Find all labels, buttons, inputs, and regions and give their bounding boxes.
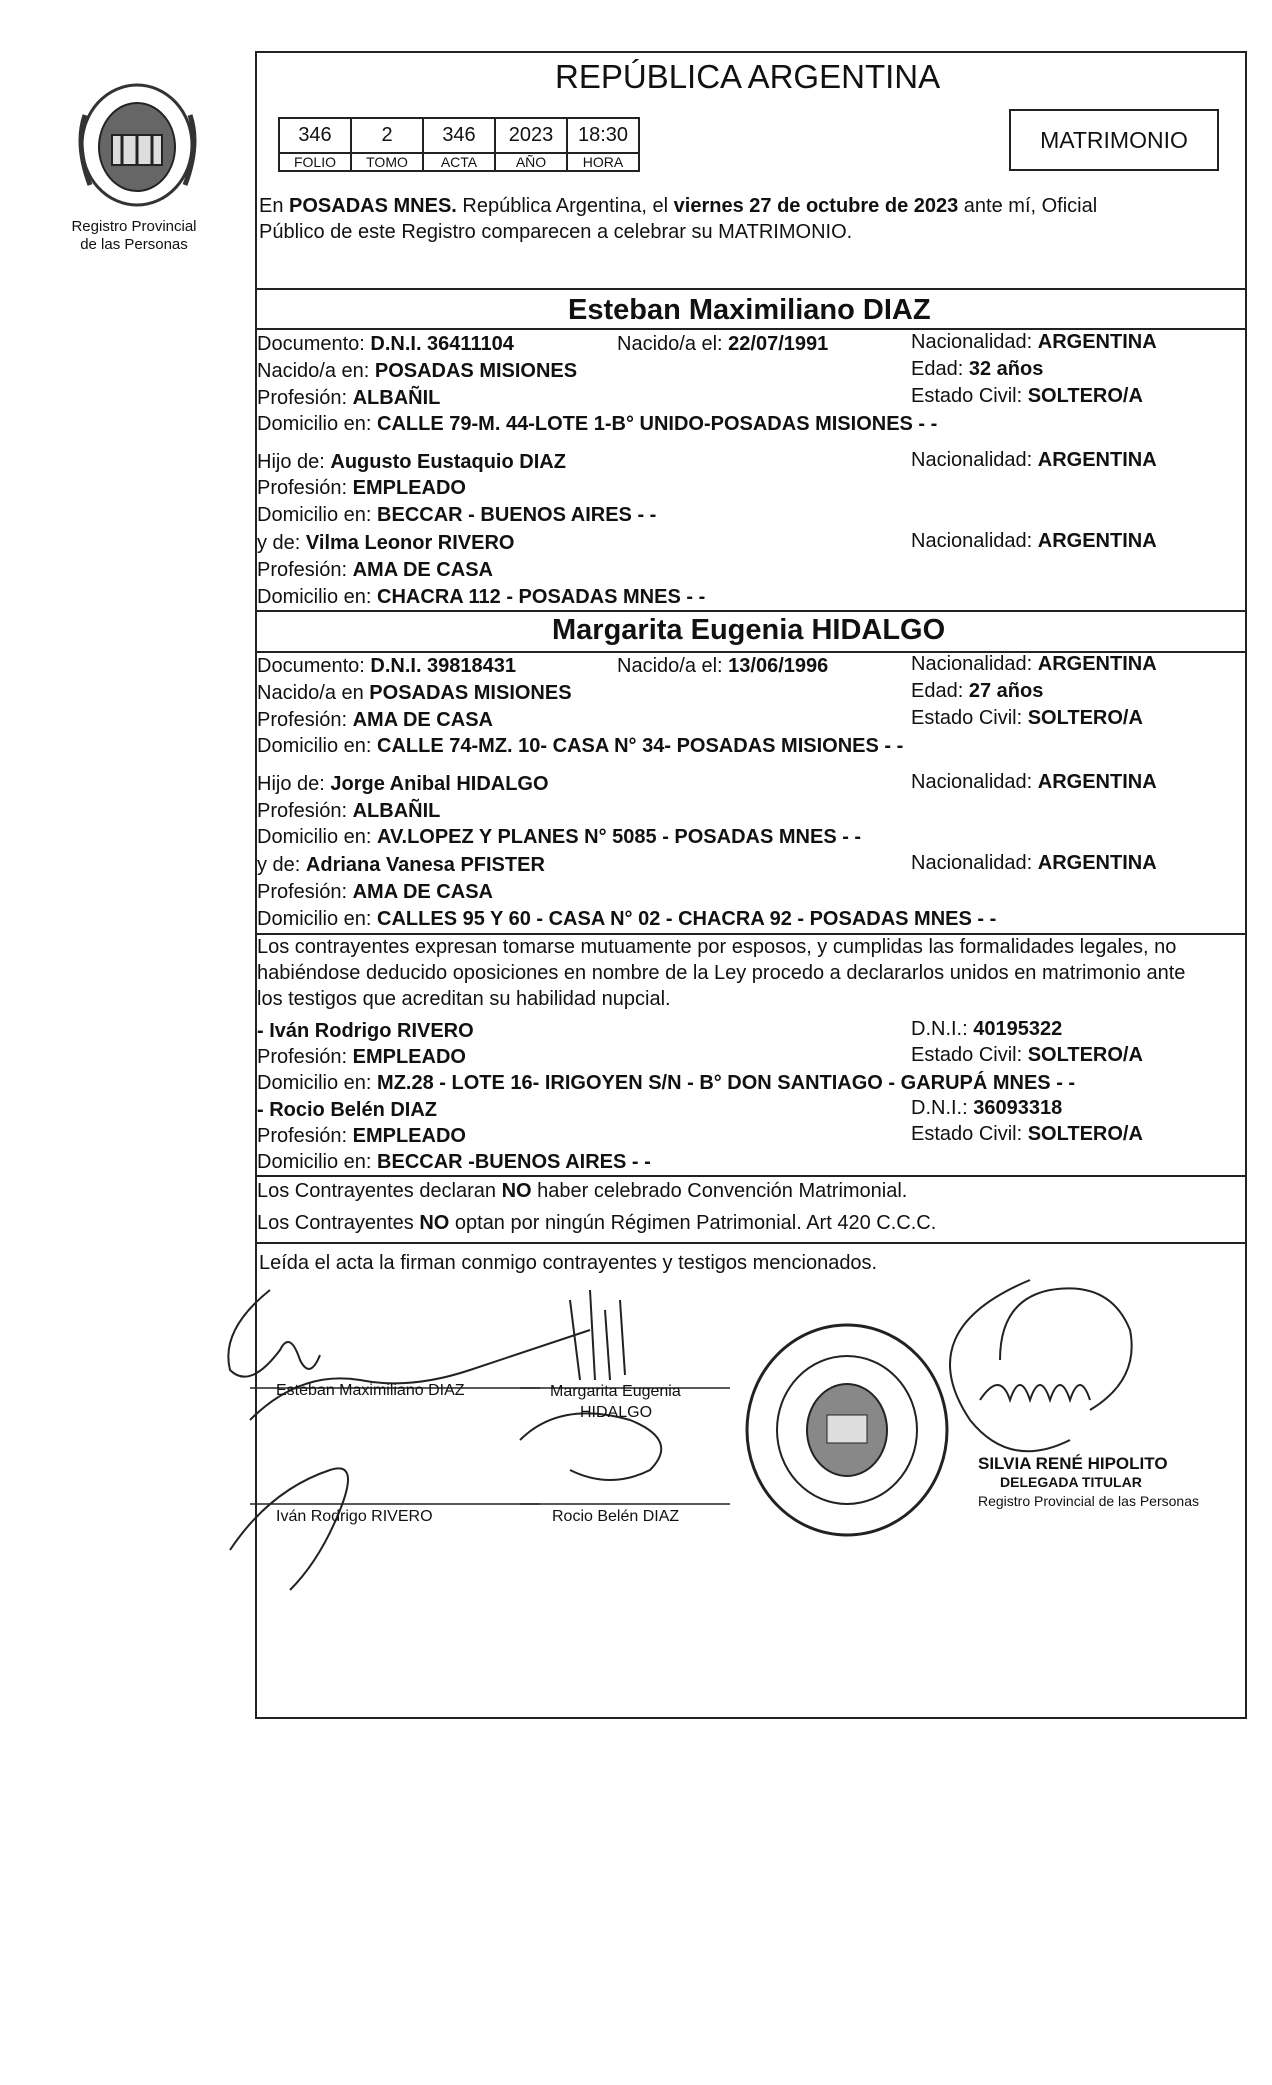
- groom-father: Hijo de: Augusto Eustaquio DIAZ: [257, 451, 566, 473]
- bride-born-place: Nacido/a en POSADAS MISIONES: [257, 682, 572, 704]
- signature-bride-label-1: Margarita Eugenia: [550, 1383, 681, 1400]
- signature-scribbles: [210, 1270, 1230, 1610]
- tomo-value: 2: [351, 118, 423, 153]
- hora-value: 18:30: [567, 118, 639, 153]
- signature-witness2-label: Rocio Belén DIAZ: [552, 1508, 680, 1525]
- signature-witness1-label: Iván Rodrigo RIVERO: [276, 1508, 433, 1525]
- witness1-dni: D.N.I.: 40195322: [911, 1018, 1063, 1040]
- declaration-line-1: Los contrayentes expresan tomarse mutuamente por esposos, y cumplidas las formalidades legales, no: [257, 936, 1177, 958]
- bride-address: Domicilio en: CALLE 74-MZ. 10- CASA N° 34- POSADAS MISIONES - -: [257, 735, 904, 757]
- groom-born-date: Nacido/a el: 22/07/1991: [617, 333, 829, 355]
- groom-profession: Profesión: ALBAÑIL: [257, 387, 441, 409]
- groom-mother-address: Domicilio en: CHACRA 112 - POSADAS MNES - -: [257, 586, 706, 608]
- folio-value: 346: [279, 118, 351, 153]
- witness2-address: Domicilio en: BECCAR -BUENOS AIRES - -: [257, 1151, 651, 1173]
- closing-statement: Leída el acta la firman conmigo contrayentes y testigos mencionados.: [259, 1252, 878, 1274]
- coat-of-arms-logo: [70, 75, 205, 215]
- witness2-profession: Profesión: EMPLEADO: [257, 1125, 466, 1147]
- witness2-civil-status: Estado Civil: SOLTERO/A: [911, 1123, 1143, 1145]
- groom-mother: y de: Vilma Leonor RIVERO: [257, 532, 515, 554]
- officer-title: DELEGADA TITULAR: [1000, 1474, 1142, 1490]
- acta-value: 346: [423, 118, 495, 153]
- groom-address: Domicilio en: CALLE 79-M. 44-LOTE 1-B° UNIDO-POSADAS MISIONES - -: [257, 413, 938, 435]
- bride-profession: Profesión: AMA DE CASA: [257, 709, 493, 731]
- witness1-civil-status: Estado Civil: SOLTERO/A: [911, 1044, 1143, 1066]
- signature-bride-label-2: HIDALGO: [580, 1404, 653, 1421]
- bride-nationality: Nacionalidad: ARGENTINA: [911, 653, 1157, 675]
- bride-name: Margarita Eugenia HIDALGO: [552, 614, 946, 646]
- anio-label: AÑO: [495, 153, 567, 171]
- intro-line-1: En POSADAS MNES. República Argentina, el viernes 27 de octubre de 2023 ante mí, Oficial: [259, 195, 1098, 217]
- hora-label: HORA: [567, 153, 639, 171]
- bride-father: Hijo de: Jorge Anibal HIDALGO: [257, 773, 549, 795]
- groom-civil-status: Estado Civil: SOLTERO/A: [911, 385, 1143, 407]
- bride-age: Edad: 27 años: [911, 680, 1044, 702]
- folio-label: FOLIO: [279, 153, 351, 171]
- officer-name: SILVIA RENÉ HIPOLITO: [978, 1454, 1168, 1473]
- groom-mother-nationality: Nacionalidad: ARGENTINA: [911, 530, 1157, 552]
- intro-line-2: Público de este Registro comparecen a celebrar su MATRIMONIO.: [259, 221, 853, 243]
- groom-mother-profession: Profesión: AMA DE CASA: [257, 559, 493, 581]
- witness2-dni: D.N.I.: 36093318: [911, 1097, 1063, 1119]
- bride-mother-nationality: Nacionalidad: ARGENTINA: [911, 852, 1157, 874]
- groom-age: Edad: 32 años: [911, 358, 1044, 380]
- bride-father-address: Domicilio en: AV.LOPEZ Y PLANES N° 5085 - POSADAS MNES - -: [257, 826, 862, 848]
- signature-groom-label: Esteban Maximiliano DIAZ: [276, 1382, 465, 1399]
- declaration-line-3: los testigos que acreditan su habilidad nupcial.: [257, 988, 671, 1010]
- groom-father-address: Domicilio en: BECCAR - BUENOS AIRES - -: [257, 504, 657, 526]
- groom-nationality: Nacionalidad: ARGENTINA: [911, 331, 1157, 353]
- bride-mother-profession: Profesión: AMA DE CASA: [257, 881, 493, 903]
- bride-father-nationality: Nacionalidad: ARGENTINA: [911, 771, 1157, 793]
- officer-organization: Registro Provincial de las Personas: [978, 1493, 1199, 1509]
- logo-caption: Registro Provincial de las Personas: [71, 218, 197, 253]
- act-type-box: MATRIMONIO: [1009, 109, 1219, 171]
- bride-mother: y de: Adriana Vanesa PFISTER: [257, 854, 545, 876]
- bride-document: Documento: D.N.I. 39818431: [257, 655, 517, 677]
- convention-line-2: Los Contrayentes NO optan por ningún Régimen Patrimonial. Art 420 C.C.C.: [257, 1212, 937, 1234]
- bride-civil-status: Estado Civil: SOLTERO/A: [911, 707, 1143, 729]
- official-seal: [742, 1320, 952, 1540]
- witness1-address: Domicilio en: MZ.28 - LOTE 16- IRIGOYEN S/N - B° DON SANTIAGO - GARUPÁ MNES - -: [257, 1072, 1076, 1094]
- page-title: REPÚBLICA ARGENTINA: [555, 58, 941, 95]
- groom-document: Documento: D.N.I. 36411104: [257, 333, 514, 355]
- groom-name: Esteban Maximiliano DIAZ: [568, 294, 931, 326]
- declaration-line-2: habiéndose deducido oposiciones en nombre de la Ley procedo a declararlos unidos en matrimonio ante: [257, 962, 1186, 984]
- convention-line-1: Los Contrayentes declaran NO haber celebrado Convención Matrimonial.: [257, 1180, 908, 1202]
- witness2-name: - Rocio Belén DIAZ: [257, 1099, 438, 1121]
- registry-table: [278, 117, 640, 172]
- bride-born-date: Nacido/a el: 13/06/1996: [617, 655, 829, 677]
- tomo-label: TOMO: [351, 153, 423, 171]
- acta-label: ACTA: [423, 153, 495, 171]
- bride-father-profession: Profesión: ALBAÑIL: [257, 800, 441, 822]
- bride-mother-address: Domicilio en: CALLES 95 Y 60 - CASA N° 02 - CHACRA 92 - POSADAS MNES - -: [257, 908, 997, 930]
- groom-father-profession: Profesión: EMPLEADO: [257, 477, 466, 499]
- witness1-name: - Iván Rodrigo RIVERO: [257, 1020, 474, 1042]
- witness1-profession: Profesión: EMPLEADO: [257, 1046, 466, 1068]
- anio-value: 2023: [495, 118, 567, 153]
- groom-born-place: Nacido/a en: POSADAS MISIONES: [257, 360, 578, 382]
- groom-father-nationality: Nacionalidad: ARGENTINA: [911, 449, 1157, 471]
